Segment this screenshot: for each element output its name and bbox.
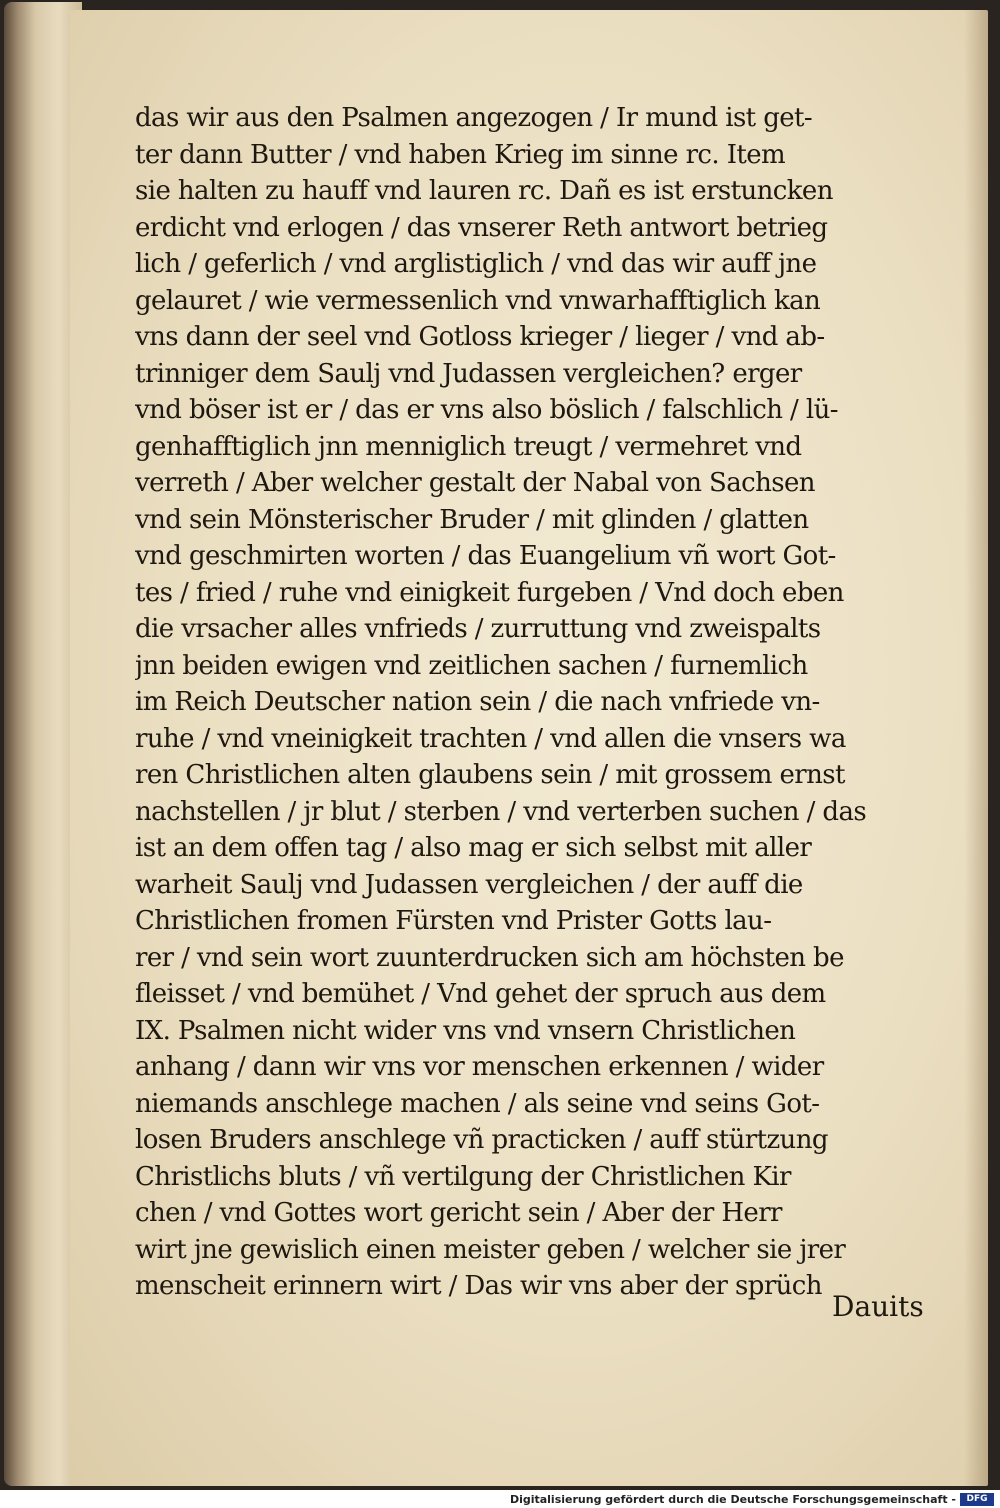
text-line: warheit Saulj vnd Judassen vergleichen / der auff die: [135, 869, 803, 900]
dfg-logo-icon: DFG: [960, 1493, 994, 1506]
text-line: fleisset / vnd bemühet / Vnd gehet der spruch aus dem: [135, 979, 826, 1009]
text-line: verreth / Aber welcher gestalt der Nabal von Sachsen: [135, 468, 815, 498]
text-line: IX. Psalmen nicht wider vns vnd vnsern Christlichen: [135, 1015, 796, 1046]
text-line: erdicht vnd erlogen / das vnserer Reth antwort betrieg: [135, 212, 828, 243]
digitization-footer: [0, 1492, 1000, 1508]
text-line: sie halten zu hauff vnd lauren rc. Dañ es ist erstuncken: [135, 176, 833, 206]
text-line: niemands anschlege machen / als seine vnd seins Got-: [135, 1088, 820, 1119]
text-line: das wir aus den Psalmen angezogen / Ir mund ist get-: [135, 103, 813, 133]
text-line: vnd geschmirten worten / das Euangelium vñ wort Got-: [135, 541, 836, 571]
text-line: ruhe / vnd vneinigkeit trachten / vnd allen die vnsers wa: [135, 723, 846, 754]
text-line: vnd böser ist er / das er vns also böslich / falschlich / lü-: [135, 395, 838, 425]
text-line: Christlichen fromen Fürsten vnd Prister Gotts lau-: [135, 906, 772, 936]
text-line: jnn beiden ewigen vnd zeitlichen sachen / furnemlich: [135, 650, 808, 681]
text-line: Christlichs bluts / vñ vertilgung der Christlichen Kir: [135, 1161, 791, 1192]
text-line: im Reich Deutscher nation sein / die nach vnfriede vn-: [135, 687, 820, 717]
text-line: chen / vnd Gottes wort gericht sein / Aber der Herr: [135, 1198, 782, 1228]
text-line: nachstellen / jr blut / sterben / vnd verterben suchen / das: [135, 796, 867, 827]
text-line: trinniger dem Saulj vnd Judassen vergleichen? erger: [135, 358, 802, 389]
text-line: gelauret / wie vermessenlich vnd vnwarhafftiglich kan: [135, 285, 821, 316]
text-line: die vrsacher alles vnfrieds / zurruttung vnd zweispalts: [135, 614, 821, 644]
text-line: ter dann Butter / vnd haben Krieg im sinne rc. Item: [135, 139, 786, 170]
text-line: losen Bruders anschlege vñ practicken / auff stürtzung: [135, 1125, 828, 1155]
text-line: vns dann der seel vnd Gotloss krieger / lieger / vnd ab-: [135, 322, 825, 352]
text-line: anhang / dann wir vns vor menschen erkennen / wider: [135, 1052, 824, 1082]
text-line: wirt jne gewislich einen meister geben / welcher sie jrer: [135, 1234, 846, 1265]
text-line: genhafftiglich jnn menniglich treugt / vermehret vnd: [135, 431, 802, 462]
text-line: menscheit erinnern wirt / Das wir vns aber der sprüch: [135, 1271, 822, 1301]
page-edge-shadow: [964, 10, 988, 1486]
text-line: rer / vnd sein wort zuunterdrucken sich am höchsten be: [135, 942, 844, 973]
body-text: [135, 100, 965, 1305]
catchword: Dauits: [832, 1290, 924, 1323]
text-line: ist an dem offen tag / also mag er sich selbst mit aller: [135, 833, 812, 863]
funding-credit: Digitalisierung gefördert durch die Deutsche Forschungsgemeinschaft -: [509, 1493, 956, 1506]
text-line: tes / fried / ruhe vnd einigkeit furgeben / Vnd doch eben: [135, 577, 844, 608]
text-line: ren Christlichen alten glaubens sein / mit grossem ernst: [135, 760, 845, 790]
text-line: lich / geferlich / vnd arglistiglich / vnd das wir auff jne: [135, 249, 817, 279]
text-line: vnd sein Mönsterischer Bruder / mit glinden / glatten: [135, 504, 809, 535]
